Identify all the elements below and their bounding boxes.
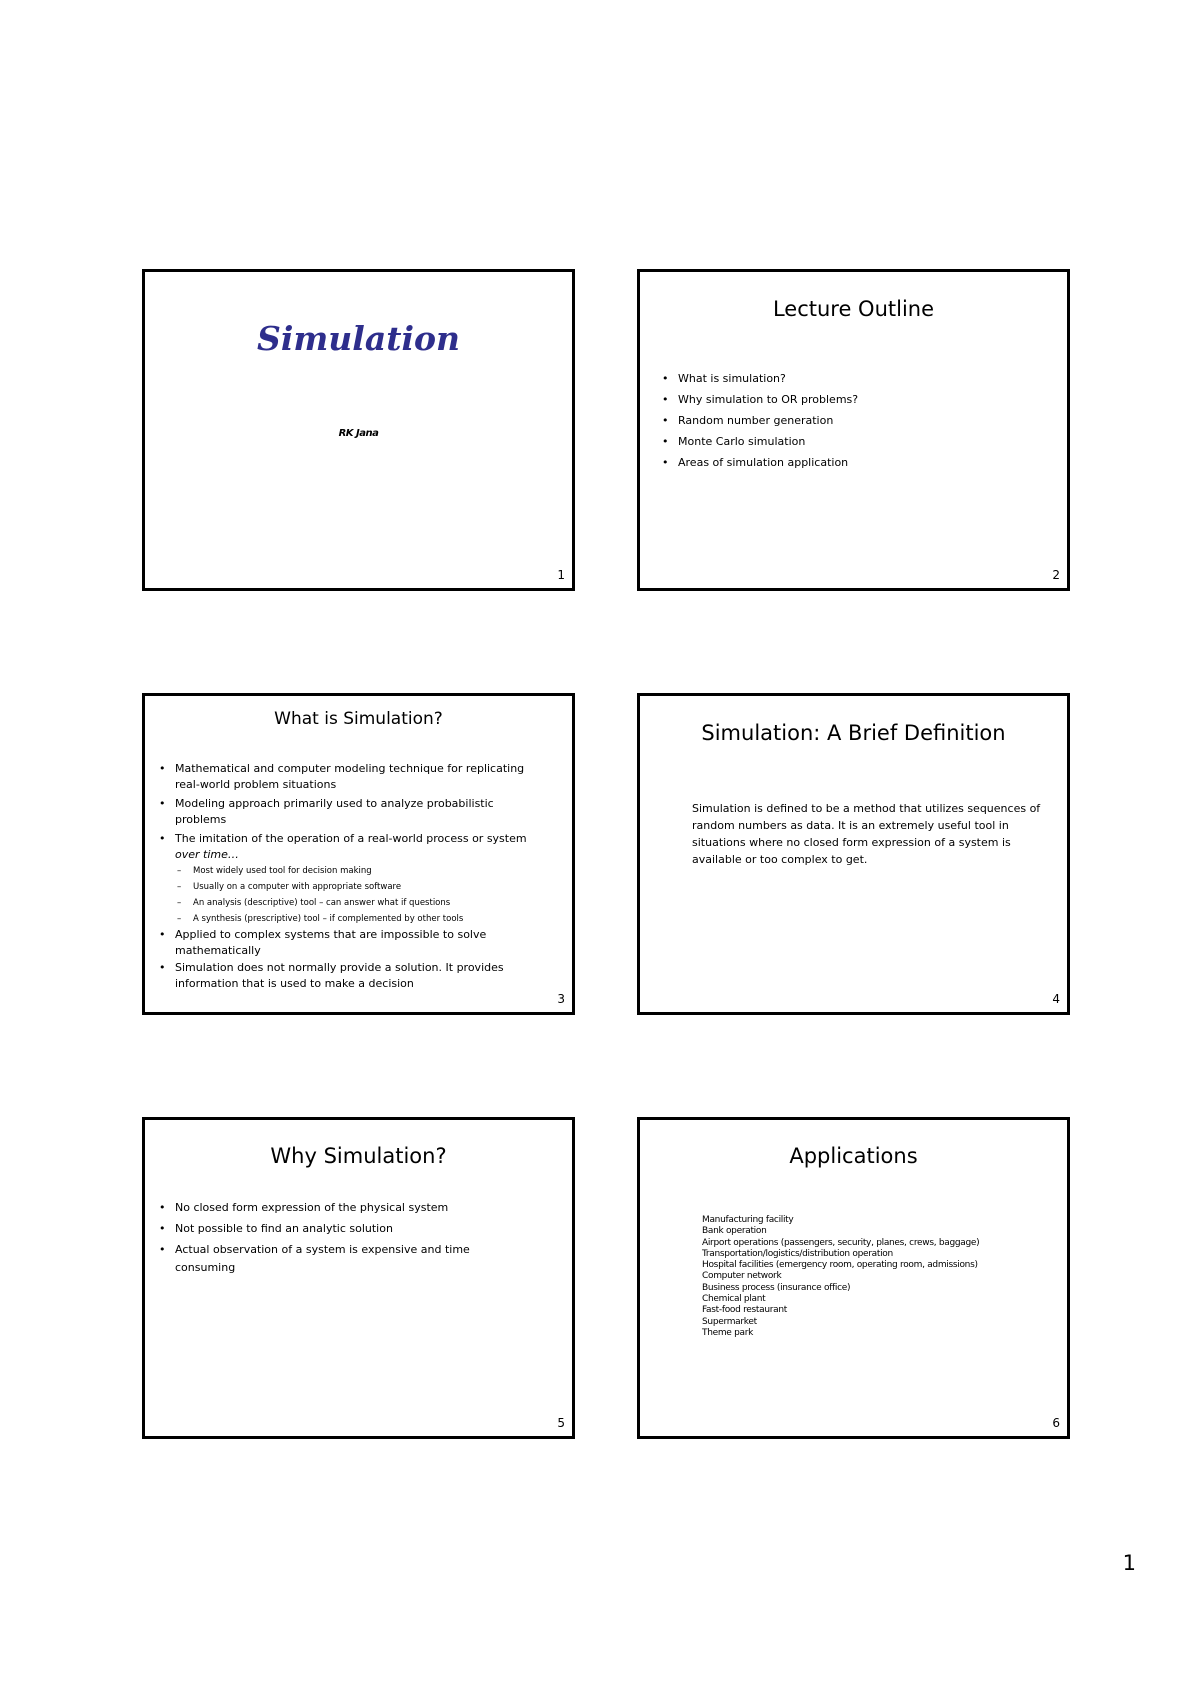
slide-3-bullet-list xyxy=(157,761,547,992)
slide-3-number: 3 xyxy=(557,992,565,1006)
slide-3-title: What is Simulation? xyxy=(274,709,443,729)
list-item: • Simulation does not normally provide a solution. It provides information that is used to make a decision xyxy=(157,960,547,992)
slide-5 xyxy=(142,1117,575,1439)
slide-1 xyxy=(142,269,575,591)
page-number: 1 xyxy=(1122,1551,1136,1575)
slide-2-number: 2 xyxy=(1052,568,1060,582)
slide-5-number: 5 xyxy=(557,1416,565,1430)
slide-3 xyxy=(142,693,575,1015)
slide-1-title: Simulation xyxy=(257,319,460,358)
slide-4-body: Simulation is defined to be a method that utilizes sequences of random numbers as data. It is an extremely useful tool in situations where no closed form expression of a system is available or too complex to get. xyxy=(692,802,1041,866)
list-item: • Actual observation of a system is expensive and time consuming xyxy=(157,1241,527,1277)
slide-6-number: 6 xyxy=(1052,1416,1060,1430)
slide-1-author: RK Jana xyxy=(338,428,379,439)
slide-4-number: 4 xyxy=(1052,992,1060,1006)
slide-4-title: Simulation: A Brief Definition xyxy=(701,721,1006,745)
list-item: • Modeling approach primarily used to analyze probabilistic problems xyxy=(157,796,547,828)
bullet-text: The imitation of the operation of a real-world process or system xyxy=(175,832,527,845)
list-item: Theme park xyxy=(702,1327,754,1338)
list-item: Computer network xyxy=(702,1271,782,1282)
list-item: Manufacturing facility xyxy=(702,1215,794,1225)
slide-4 xyxy=(637,693,1070,1015)
slide-2 xyxy=(637,269,1070,591)
list-item: Business process (insurance office) xyxy=(702,1282,851,1293)
sub-list-item: – A synthesis (prescriptive) tool – if complemented by other tools xyxy=(177,911,547,927)
slide-2-title: Lecture Outline xyxy=(772,297,935,321)
sub-list-item: – Most widely used tool for decision making xyxy=(177,863,547,879)
list-item: • Random number generation xyxy=(660,410,1050,431)
list-item: Transportation/logistics/distribution operation xyxy=(702,1248,893,1259)
sub-bullet-list xyxy=(175,863,547,927)
list-item: • No closed form expression of the physical system xyxy=(157,1199,527,1217)
list-item: Fast-food restaurant xyxy=(702,1305,788,1316)
bullet-emphasis: over time… xyxy=(175,848,239,861)
slide-6-title: Applications xyxy=(789,1144,918,1168)
list-item: • Mathematical and computer modeling technique for replicating real-world problem situations xyxy=(157,761,547,793)
slide-6-application-list xyxy=(702,1215,1062,1339)
list-item: Airport operations (passengers, security, planes, crews, baggage) xyxy=(702,1237,980,1248)
slide-6 xyxy=(637,1117,1070,1439)
list-item: • Monte Carlo simulation xyxy=(660,431,1050,452)
sub-list-item: – Usually on a computer with appropriate software xyxy=(177,879,547,895)
sub-list-item: – An analysis (descriptive) tool – can answer what if questions xyxy=(177,895,547,911)
list-item: Hospital facilities (emergency room, operating room, admissions) xyxy=(702,1260,978,1271)
list-item: Bank operation xyxy=(702,1226,767,1237)
list-item: • What is simulation? xyxy=(660,368,1050,389)
list-item: Supermarket xyxy=(702,1316,757,1327)
list-item: • Why simulation to OR problems? xyxy=(660,389,1050,410)
list-item xyxy=(157,831,547,927)
list-item: • Applied to complex systems that are impossible to solve mathematically xyxy=(157,927,547,959)
list-item: Chemical plant xyxy=(702,1294,766,1305)
list-item: • Areas of simulation application xyxy=(660,452,1050,473)
slide-5-title: Why Simulation? xyxy=(270,1144,447,1168)
list-item: • Not possible to find an analytic solution xyxy=(157,1220,527,1238)
slide-5-bullet-list xyxy=(157,1199,527,1277)
slide-1-number: 1 xyxy=(557,568,565,582)
slide-2-bullet-list xyxy=(660,368,1050,473)
